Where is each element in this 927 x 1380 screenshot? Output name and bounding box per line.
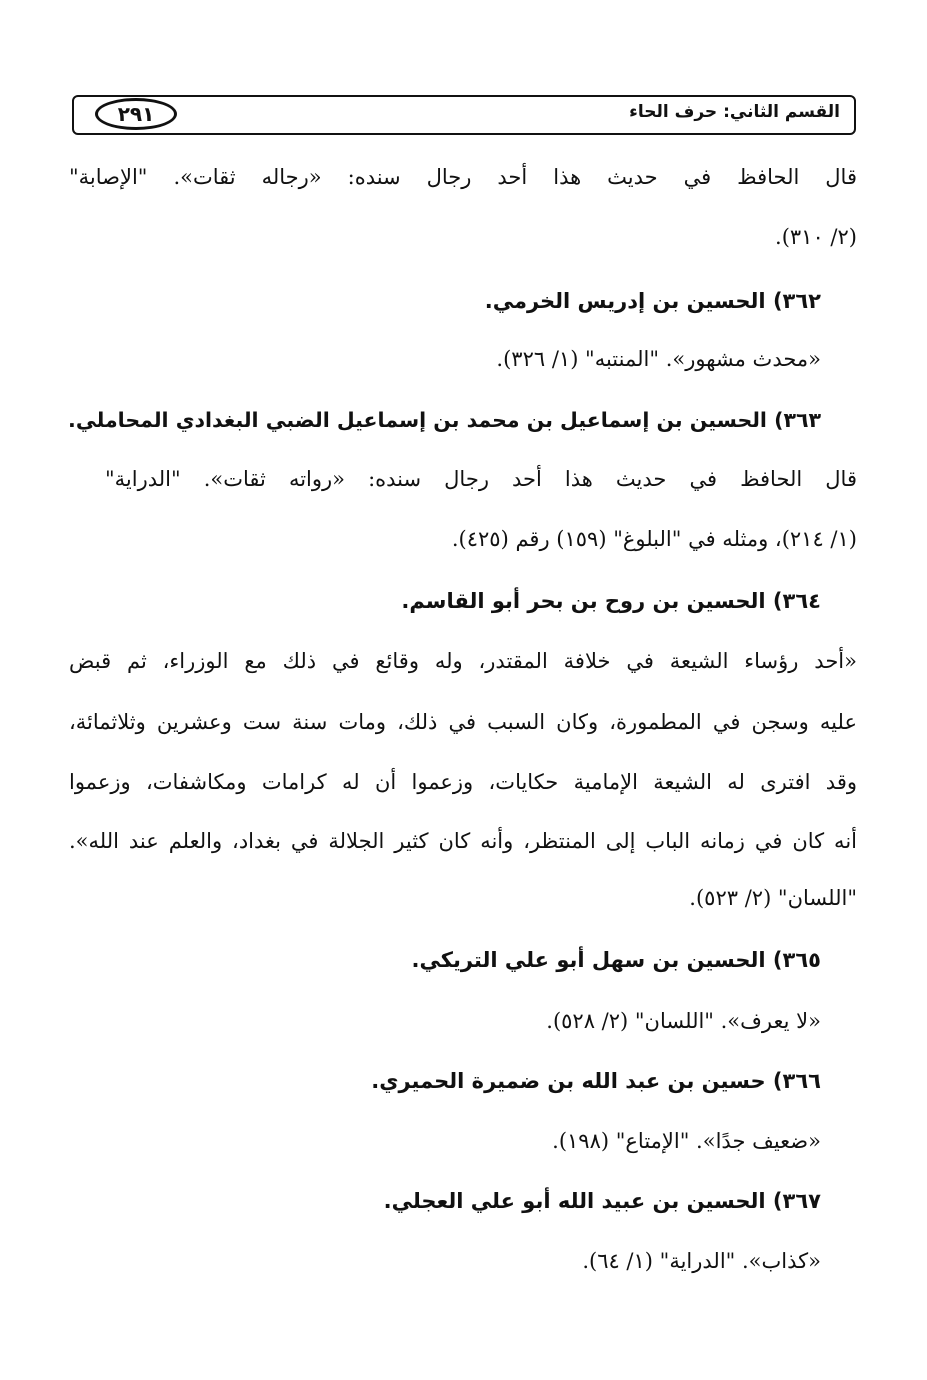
section-title: القسم الثاني: حرف الحاء — [629, 102, 840, 122]
entry-heading: ٣٦٥) الحسين بن سهل أبو علي التريكي. — [411, 948, 821, 972]
entry-heading: ٣٦٤) الحسين بن روح بن بحر أبو القاسم. — [401, 589, 821, 613]
text-line: «لا يعرف». "اللسان" (٢/ ٥٢٨). — [546, 1009, 821, 1033]
text-line: وقد افترى له الشيعة الإمامية حكايات، وزعموا أن له كرامات ومكاشفات، وزعموا — [69, 770, 857, 794]
text-line: «كذاب». "الدراية" (١/ ٦٤). — [582, 1249, 821, 1273]
text-line: قال الحافظ في حديث هذا أحد رجال سنده: «رواته ثقات». "الدراية" — [105, 467, 857, 491]
text-line: أنه كان في زمانه الباب إلى المنتظر، وأنه كان كثير الجلالة في بغداد، والعلم عند الله». — [69, 829, 857, 853]
entry-heading: ٣٦٦) حسين بن عبد الله بن ضميرة الحميري. — [371, 1069, 821, 1093]
text-line: عليه وسجن في المطمورة، وكان السبب في ذلك، ومات سنة ست وعشرين وثلاثمائة، — [69, 710, 857, 734]
text-line: «محدث مشهور». "المنتبه" (١/ ٣٢٦). — [496, 347, 821, 371]
text-line: "اللسان" (٢/ ٥٢٣). — [689, 886, 857, 910]
text-line: «أحد رؤساء الشيعة في خلافة المقتدر، وله وقائع في ذلك مع الوزراء، ثم قبض — [69, 649, 857, 673]
text-line: «ضعيف جدًا». "الإمتاع" (١٩٨). — [552, 1129, 821, 1153]
entry-heading: ٣٦٢) الحسين بن إدريس الخرمي. — [484, 289, 821, 313]
entry-heading: ٣٦٧) الحسين بن عبيد الله أبو علي العجلي. — [383, 1189, 821, 1213]
running-header — [72, 95, 856, 135]
page-number: ٢٩١ — [95, 98, 177, 130]
text-line: (١/ ٢١٤)، ومثله في "البلوغ" (١٥٩) رقم (٤٢٥). — [451, 527, 857, 551]
text-line: (٢/ ٣١٠). — [775, 225, 857, 249]
text-line: قال الحافظ في حديث هذا أحد رجال سنده: «رجاله ثقات». "الإصابة" — [69, 165, 857, 189]
entry-heading: ٣٦٣) الحسين بن إسماعيل بن محمد بن إسماعيل الضبي البغدادي المحاملي. — [68, 408, 821, 432]
